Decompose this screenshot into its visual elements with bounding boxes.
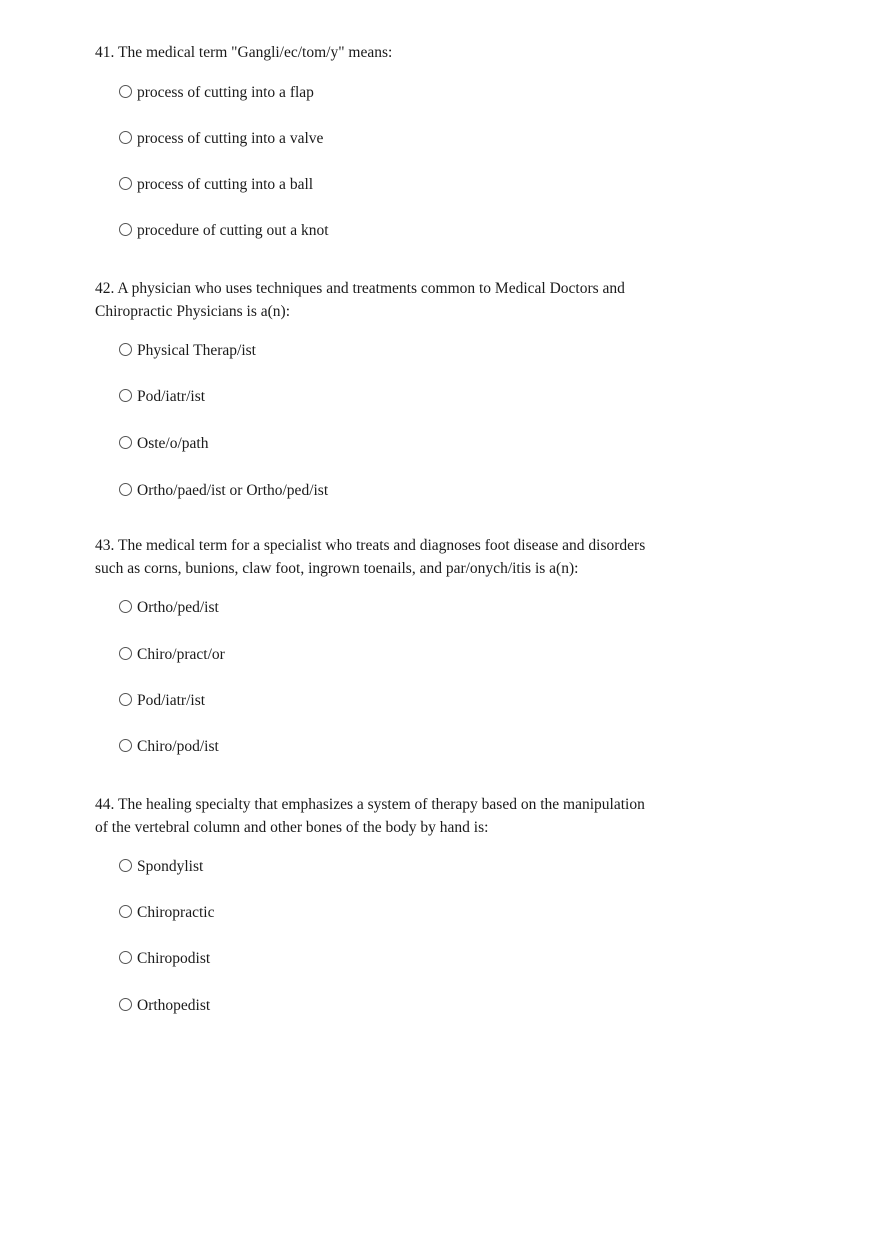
option-label: process of cutting into a flap — [137, 84, 314, 101]
question-text — [95, 278, 695, 323]
question-stem-line-1: A physician who uses techniques and treatments common to Medical Doctors and — [117, 280, 625, 297]
question-text — [95, 42, 695, 65]
option-label: Physical Therap/ist — [137, 342, 256, 359]
radio-option[interactable] — [119, 646, 225, 670]
question-text — [95, 535, 695, 580]
option-label: procedure of cutting out a knot — [137, 222, 329, 239]
radio-button-icon[interactable] — [119, 647, 132, 660]
option-label: Chiro/pod/ist — [137, 738, 219, 755]
radio-button-icon[interactable] — [119, 859, 132, 872]
question-stem-line-1: The healing specialty that emphasizes a system of therapy based on the manipulation — [117, 796, 645, 813]
radio-button-icon[interactable] — [119, 693, 132, 706]
radio-button-icon[interactable] — [119, 389, 132, 402]
option-label: Chiropractic — [137, 904, 215, 921]
question-stem-line-1: The medical term for a specialist who treats and diagnoses foot disease and disorders — [117, 537, 646, 554]
radio-button-icon[interactable] — [119, 905, 132, 918]
option-label: Orthopedist — [137, 997, 211, 1014]
radio-button-icon[interactable] — [119, 436, 132, 449]
radio-button-icon[interactable] — [119, 131, 132, 144]
radio-button-icon[interactable] — [119, 85, 132, 98]
option-label: Oste/o/path — [137, 435, 209, 452]
radio-button-icon[interactable] — [119, 998, 132, 1011]
radio-option[interactable] — [119, 222, 329, 246]
radio-option[interactable] — [119, 950, 210, 974]
question-stem: The medical term "Gangli/ec/tom/y" means: — [117, 44, 393, 61]
radio-option[interactable] — [119, 342, 256, 366]
option-label: process of cutting into a ball — [137, 176, 314, 193]
question-43 — [95, 535, 695, 755]
radio-option[interactable] — [119, 84, 314, 108]
radio-option[interactable] — [119, 904, 214, 928]
question-text — [95, 794, 695, 839]
radio-button-icon[interactable] — [119, 600, 132, 613]
radio-option[interactable] — [119, 858, 203, 882]
question-44 — [95, 794, 695, 1014]
option-label: Pod/iatr/ist — [137, 388, 206, 405]
radio-option[interactable] — [119, 738, 219, 762]
option-label: process of cutting into a valve — [137, 130, 324, 147]
radio-option[interactable] — [119, 435, 208, 459]
question-number: 44. — [95, 796, 115, 813]
option-label: Ortho/paed/ist or Ortho/ped/ist — [137, 482, 329, 499]
radio-option[interactable] — [119, 692, 205, 716]
radio-button-icon[interactable] — [119, 343, 132, 356]
radio-button-icon[interactable] — [119, 739, 132, 752]
radio-button-icon[interactable] — [119, 483, 132, 496]
question-42 — [95, 278, 695, 499]
question-41 — [95, 42, 695, 239]
radio-option[interactable] — [119, 997, 210, 1021]
radio-button-icon[interactable] — [119, 223, 132, 236]
option-label: Chiropodist — [137, 950, 211, 967]
option-label: Ortho/ped/ist — [137, 599, 219, 616]
question-stem-line-2: of the vertebral column and other bones of the body by hand is: — [95, 818, 489, 836]
option-label: Spondylist — [137, 858, 204, 875]
question-number: 43. — [95, 537, 115, 554]
radio-option[interactable] — [119, 388, 205, 412]
question-stem-line-2: such as corns, bunions, claw foot, ingrown toenails, and par/onych/itis is a(n): — [95, 559, 579, 577]
radio-option[interactable] — [119, 482, 328, 506]
radio-option[interactable] — [119, 130, 323, 154]
question-number: 41. — [95, 44, 115, 61]
question-stem-line-2: Chiropractic Physicians is a(n): — [95, 302, 290, 320]
question-number: 42. — [95, 280, 115, 297]
radio-button-icon[interactable] — [119, 951, 132, 964]
radio-option[interactable] — [119, 599, 219, 623]
radio-option[interactable] — [119, 176, 313, 200]
option-label: Pod/iatr/ist — [137, 692, 206, 709]
radio-button-icon[interactable] — [119, 177, 132, 190]
option-label: Chiro/pract/or — [137, 646, 225, 663]
